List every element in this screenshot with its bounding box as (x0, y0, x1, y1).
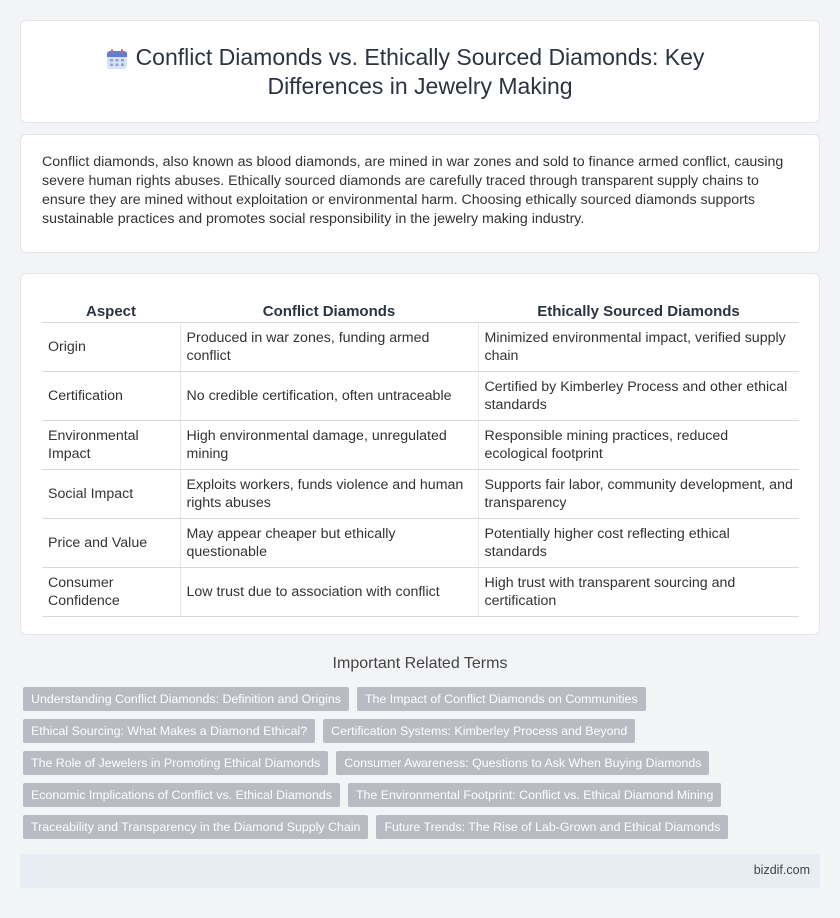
related-term-link[interactable]: Certification Systems: Kimberley Process and Beyond (323, 719, 635, 743)
cell-conflict: No credible certification, often untraceable (180, 371, 478, 420)
comparison-card (20, 273, 820, 635)
related-term-link[interactable]: Consumer Awareness: Questions to Ask When Buying Diamonds (336, 751, 709, 775)
related-term-link[interactable]: Understanding Conflict Diamonds: Definition and Origins (23, 687, 349, 711)
cell-ethical: Minimized environmental impact, verified supply chain (478, 322, 799, 371)
table-row (42, 518, 799, 567)
cell-conflict: Exploits workers, funds violence and human rights abuses (180, 469, 478, 518)
footer (20, 854, 820, 888)
table-row (42, 567, 799, 616)
cell-conflict: May appear cheaper but ethically questionable (180, 518, 478, 567)
related-term-link[interactable]: Ethical Sourcing: What Makes a Diamond Ethical? (23, 719, 315, 743)
header (21, 43, 819, 101)
footer-site-link[interactable]: bizdif.com (753, 863, 810, 877)
header-aspect: Aspect (42, 296, 180, 322)
table-row (42, 420, 799, 469)
cell-aspect: Environmental Impact (42, 420, 180, 469)
cell-aspect: Certification (42, 371, 180, 420)
page-title: Conflict Diamonds vs. Ethically Sourced Diamonds: Key Differences in Jewelry Making (135, 44, 705, 99)
table-header-row (42, 296, 799, 322)
cell-ethical: Certified by Kimberley Process and other ethical standards (478, 371, 799, 420)
related-term-link[interactable]: Traceability and Transparency in the Diamond Supply Chain (23, 815, 368, 839)
related-terms-title: Important Related Terms (332, 655, 508, 672)
cell-aspect: Social Impact (42, 469, 180, 518)
header-card (20, 20, 820, 123)
cell-ethical: Supports fair labor, community development, and transparency (478, 469, 799, 518)
intro-card (20, 134, 820, 253)
cell-aspect: Price and Value (42, 518, 180, 567)
table-row (42, 322, 799, 371)
cell-aspect: Consumer Confidence (42, 567, 180, 616)
comparison-table (42, 296, 799, 617)
cell-conflict: Produced in war zones, funding armed conflict (180, 322, 478, 371)
related-term-link[interactable]: The Role of Jewelers in Promoting Ethical Diamonds (23, 751, 328, 775)
related-term-link[interactable]: The Environmental Footprint: Conflict vs. Ethical Diamond Mining (348, 783, 721, 807)
related-term-link[interactable]: Economic Implications of Conflict vs. Ethical Diamonds (23, 783, 340, 807)
cell-aspect: Origin (42, 322, 180, 371)
table-row (42, 469, 799, 518)
header-conflict: Conflict Diamonds (180, 296, 478, 322)
related-term-link[interactable]: Future Trends: The Rise of Lab-Grown and Ethical Diamonds (376, 815, 728, 839)
cell-ethical: High trust with transparent sourcing and certification (478, 567, 799, 616)
calendar-icon (106, 48, 128, 70)
cell-ethical: Responsible mining practices, reduced ecological footprint (478, 420, 799, 469)
cell-conflict: Low trust due to association with conflict (180, 567, 478, 616)
intro-paragraph: Conflict diamonds, also known as blood diamonds, are mined in war zones and sold to finance armed conflict, causing severe human rights abuses. Ethically sourced diamonds are carefully traced through transparent supply chains to ensure they are mined without exploitation or environmental harm. Choosing ethically sourced diamonds supports sustainable practices and promotes social responsibility in the jewelry making industry. (42, 154, 784, 227)
header-ethical: Ethically Sourced Diamonds (478, 296, 799, 322)
related-terms-list (23, 687, 813, 839)
cell-conflict: High environmental damage, unregulated mining (180, 420, 478, 469)
cell-ethical: Potentially higher cost reflecting ethical standards (478, 518, 799, 567)
related-term-link[interactable]: The Impact of Conflict Diamonds on Communities (357, 687, 646, 711)
table-row (42, 371, 799, 420)
